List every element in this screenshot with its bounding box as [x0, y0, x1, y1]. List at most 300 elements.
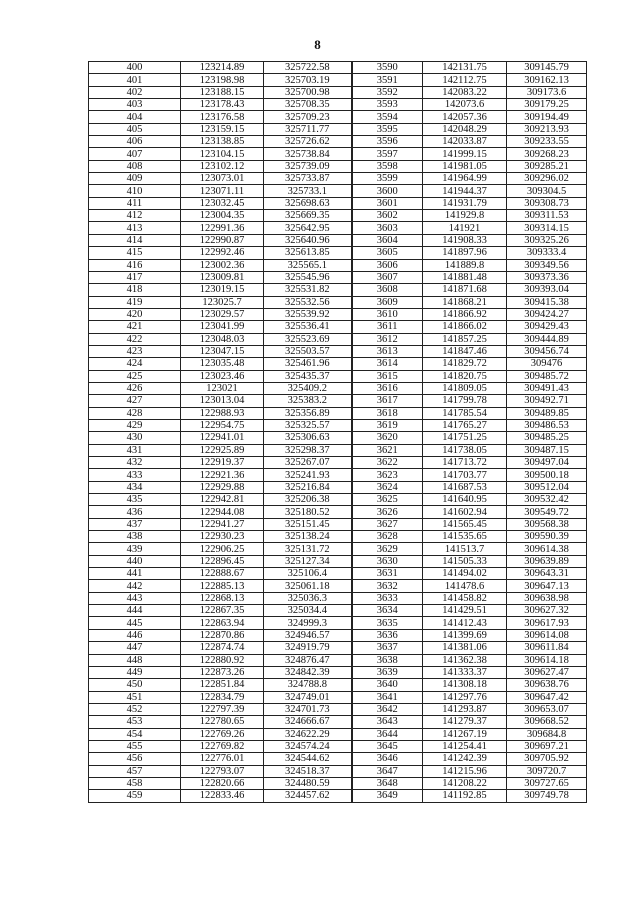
point-number-cell: 458 [89, 777, 181, 789]
y-coordinate-cell: 325036.3 [264, 592, 352, 604]
y-coordinate-cell: 325241.93 [264, 469, 352, 481]
x-coordinate-cell: 122780.65 [181, 716, 264, 728]
x-coordinate-cell: 141871.68 [423, 284, 507, 296]
y-coordinate-cell: 325739.09 [264, 160, 352, 172]
point-number-cell: 457 [89, 765, 181, 777]
y-coordinate-cell: 325711.77 [264, 123, 352, 135]
point-number-cell: 3594 [352, 111, 423, 123]
y-coordinate-cell: 324457.62 [264, 790, 352, 802]
x-coordinate-cell: 123071.11 [181, 185, 264, 197]
y-coordinate-cell: 309424.27 [507, 308, 587, 320]
x-coordinate-cell: 123104.15 [181, 148, 264, 160]
point-number-cell: 3629 [352, 543, 423, 555]
point-number-cell: 439 [89, 543, 181, 555]
x-coordinate-cell: 123004.35 [181, 210, 264, 222]
y-coordinate-cell: 324946.57 [264, 629, 352, 641]
y-coordinate-cell: 324842.39 [264, 666, 352, 678]
point-number-cell: 3609 [352, 296, 423, 308]
y-coordinate-cell: 309162.13 [507, 74, 587, 86]
x-coordinate-cell: 122944.08 [181, 506, 264, 518]
table-row [89, 580, 587, 592]
table-row [89, 234, 587, 246]
x-coordinate-cell: 142033.87 [423, 136, 507, 148]
x-coordinate-cell: 141279.37 [423, 716, 507, 728]
x-coordinate-cell: 141297.76 [423, 691, 507, 703]
x-coordinate-cell: 123035.48 [181, 358, 264, 370]
point-number-cell: 429 [89, 419, 181, 431]
y-coordinate-cell: 309512.04 [507, 481, 587, 493]
y-coordinate-cell: 309500.18 [507, 469, 587, 481]
point-number-cell: 410 [89, 185, 181, 197]
table-row [89, 543, 587, 555]
point-number-cell: 445 [89, 617, 181, 629]
x-coordinate-cell: 141412.43 [423, 617, 507, 629]
table-row [89, 86, 587, 98]
point-number-cell: 427 [89, 395, 181, 407]
point-number-cell: 3640 [352, 679, 423, 691]
table-row [89, 740, 587, 752]
coordinates-table [88, 61, 587, 803]
table-row [89, 568, 587, 580]
x-coordinate-cell: 123041.99 [181, 321, 264, 333]
point-number-cell: 3591 [352, 74, 423, 86]
y-coordinate-cell: 324518.37 [264, 765, 352, 777]
point-number-cell: 413 [89, 222, 181, 234]
point-number-cell: 3633 [352, 592, 423, 604]
x-coordinate-cell: 122797.39 [181, 703, 264, 715]
y-coordinate-cell: 325733.87 [264, 173, 352, 185]
point-number-cell: 3623 [352, 469, 423, 481]
table-row [89, 469, 587, 481]
y-coordinate-cell: 309429.43 [507, 321, 587, 333]
table-row [89, 494, 587, 506]
table-row [89, 62, 587, 74]
x-coordinate-cell: 123048.03 [181, 333, 264, 345]
point-number-cell: 431 [89, 444, 181, 456]
table-row [89, 160, 587, 172]
x-coordinate-cell: 122769.26 [181, 728, 264, 740]
y-coordinate-cell: 324666.67 [264, 716, 352, 728]
y-coordinate-cell: 325738.84 [264, 148, 352, 160]
x-coordinate-cell: 141866.02 [423, 321, 507, 333]
table-row [89, 271, 587, 283]
y-coordinate-cell: 309285.21 [507, 160, 587, 172]
y-coordinate-cell: 325726.62 [264, 136, 352, 148]
x-coordinate-cell: 123178.43 [181, 99, 264, 111]
y-coordinate-cell: 309643.31 [507, 568, 587, 580]
x-coordinate-cell: 141308.18 [423, 679, 507, 691]
table-row [89, 790, 587, 802]
x-coordinate-cell: 123013.04 [181, 395, 264, 407]
point-number-cell: 444 [89, 605, 181, 617]
y-coordinate-cell: 309647.42 [507, 691, 587, 703]
y-coordinate-cell: 309415.38 [507, 296, 587, 308]
y-coordinate-cell: 309614.38 [507, 543, 587, 555]
point-number-cell: 425 [89, 370, 181, 382]
x-coordinate-cell: 141820.75 [423, 370, 507, 382]
x-coordinate-cell: 141254.41 [423, 740, 507, 752]
y-coordinate-cell: 325206.38 [264, 494, 352, 506]
y-coordinate-cell: 325536.41 [264, 321, 352, 333]
y-coordinate-cell: 309590.39 [507, 531, 587, 543]
x-coordinate-cell: 122954.75 [181, 419, 264, 431]
x-coordinate-cell: 141799.78 [423, 395, 507, 407]
y-coordinate-cell: 309705.92 [507, 753, 587, 765]
table-row [89, 703, 587, 715]
x-coordinate-cell: 123021 [181, 382, 264, 394]
point-number-cell: 459 [89, 790, 181, 802]
point-number-cell: 3642 [352, 703, 423, 715]
x-coordinate-cell: 122888.67 [181, 568, 264, 580]
point-number-cell: 3603 [352, 222, 423, 234]
x-coordinate-cell: 141478.6 [423, 580, 507, 592]
x-coordinate-cell: 141981.05 [423, 160, 507, 172]
x-coordinate-cell: 141399.69 [423, 629, 507, 641]
y-coordinate-cell: 309485.25 [507, 432, 587, 444]
y-coordinate-cell: 309653.07 [507, 703, 587, 715]
point-number-cell: 418 [89, 284, 181, 296]
table-row [89, 173, 587, 185]
y-coordinate-cell: 309296.02 [507, 173, 587, 185]
y-coordinate-cell: 325298.37 [264, 444, 352, 456]
y-coordinate-cell: 325383.2 [264, 395, 352, 407]
x-coordinate-cell: 123188.15 [181, 86, 264, 98]
table-row [89, 592, 587, 604]
point-number-cell: 415 [89, 247, 181, 259]
table-row [89, 679, 587, 691]
y-coordinate-cell: 325356.89 [264, 407, 352, 419]
point-number-cell: 3605 [352, 247, 423, 259]
point-number-cell: 3616 [352, 382, 423, 394]
y-coordinate-cell: 325216.84 [264, 481, 352, 493]
point-number-cell: 3631 [352, 568, 423, 580]
point-number-cell: 3647 [352, 765, 423, 777]
x-coordinate-cell: 123023.46 [181, 370, 264, 382]
y-coordinate-cell: 325267.07 [264, 457, 352, 469]
point-number-cell: 443 [89, 592, 181, 604]
y-coordinate-cell: 309497.04 [507, 457, 587, 469]
table-row [89, 333, 587, 345]
table-row [89, 308, 587, 320]
x-coordinate-cell: 141897.96 [423, 247, 507, 259]
point-number-cell: 3614 [352, 358, 423, 370]
point-number-cell: 3627 [352, 518, 423, 530]
x-coordinate-cell: 141242.39 [423, 753, 507, 765]
x-coordinate-cell: 141640.95 [423, 494, 507, 506]
point-number-cell: 408 [89, 160, 181, 172]
y-coordinate-cell: 325461.96 [264, 358, 352, 370]
y-coordinate-cell: 325151.45 [264, 518, 352, 530]
table-row [89, 481, 587, 493]
point-number-cell: 422 [89, 333, 181, 345]
point-number-cell: 3626 [352, 506, 423, 518]
x-coordinate-cell: 122874.74 [181, 642, 264, 654]
y-coordinate-cell: 309492.71 [507, 395, 587, 407]
point-number-cell: 3638 [352, 654, 423, 666]
point-number-cell: 426 [89, 382, 181, 394]
x-coordinate-cell: 123214.89 [181, 62, 264, 74]
x-coordinate-cell: 141765.27 [423, 419, 507, 431]
point-number-cell: 3606 [352, 259, 423, 271]
point-number-cell: 412 [89, 210, 181, 222]
point-number-cell: 3649 [352, 790, 423, 802]
y-coordinate-cell: 325613.85 [264, 247, 352, 259]
y-coordinate-cell: 309311.53 [507, 210, 587, 222]
x-coordinate-cell: 141751.25 [423, 432, 507, 444]
point-number-cell: 3615 [352, 370, 423, 382]
y-coordinate-cell: 309314.15 [507, 222, 587, 234]
y-coordinate-cell: 325733.1 [264, 185, 352, 197]
x-coordinate-cell: 141713.72 [423, 457, 507, 469]
x-coordinate-cell: 122919.37 [181, 457, 264, 469]
point-number-cell: 432 [89, 457, 181, 469]
point-number-cell: 404 [89, 111, 181, 123]
y-coordinate-cell: 309486.53 [507, 419, 587, 431]
table-row [89, 210, 587, 222]
y-coordinate-cell: 309639.89 [507, 555, 587, 567]
x-coordinate-cell: 123073.01 [181, 173, 264, 185]
y-coordinate-cell: 325640.96 [264, 234, 352, 246]
y-coordinate-cell: 325106.4 [264, 568, 352, 580]
x-coordinate-cell: 122833.46 [181, 790, 264, 802]
y-coordinate-cell: 325503.57 [264, 345, 352, 357]
y-coordinate-cell: 309393.04 [507, 284, 587, 296]
y-coordinate-cell: 309638.98 [507, 592, 587, 604]
table-row [89, 605, 587, 617]
x-coordinate-cell: 122930.23 [181, 531, 264, 543]
x-coordinate-cell: 141687.53 [423, 481, 507, 493]
y-coordinate-cell: 325325.57 [264, 419, 352, 431]
point-number-cell: 406 [89, 136, 181, 148]
x-coordinate-cell: 122880.92 [181, 654, 264, 666]
point-number-cell: 446 [89, 629, 181, 641]
x-coordinate-cell: 141505.33 [423, 555, 507, 567]
point-number-cell: 409 [89, 173, 181, 185]
table-row [89, 642, 587, 654]
point-number-cell: 3590 [352, 62, 423, 74]
y-coordinate-cell: 309179.25 [507, 99, 587, 111]
x-coordinate-cell: 122851.84 [181, 679, 264, 691]
point-number-cell: 434 [89, 481, 181, 493]
x-coordinate-cell: 123025.7 [181, 296, 264, 308]
table-row [89, 518, 587, 530]
point-number-cell: 423 [89, 345, 181, 357]
y-coordinate-cell: 324999.3 [264, 617, 352, 629]
point-number-cell: 3604 [352, 234, 423, 246]
y-coordinate-cell: 325532.56 [264, 296, 352, 308]
x-coordinate-cell: 122820.66 [181, 777, 264, 789]
y-coordinate-cell: 309720.7 [507, 765, 587, 777]
x-coordinate-cell: 141293.87 [423, 703, 507, 715]
point-number-cell: 3610 [352, 308, 423, 320]
x-coordinate-cell: 141738.05 [423, 444, 507, 456]
y-coordinate-cell: 309727.65 [507, 777, 587, 789]
y-coordinate-cell: 309549.72 [507, 506, 587, 518]
x-coordinate-cell: 122873.26 [181, 666, 264, 678]
y-coordinate-cell: 309304.5 [507, 185, 587, 197]
point-number-cell: 3628 [352, 531, 423, 543]
y-coordinate-cell: 324574.24 [264, 740, 352, 752]
point-number-cell: 3644 [352, 728, 423, 740]
point-number-cell: 428 [89, 407, 181, 419]
y-coordinate-cell: 309194.49 [507, 111, 587, 123]
point-number-cell: 3632 [352, 580, 423, 592]
point-number-cell: 400 [89, 62, 181, 74]
y-coordinate-cell: 324788.8 [264, 679, 352, 691]
point-number-cell: 452 [89, 703, 181, 715]
x-coordinate-cell: 141881.48 [423, 271, 507, 283]
x-coordinate-cell: 122834.79 [181, 691, 264, 703]
table-row [89, 345, 587, 357]
page-number: 8 [314, 37, 321, 52]
point-number-cell: 411 [89, 197, 181, 209]
y-coordinate-cell: 325435.37 [264, 370, 352, 382]
x-coordinate-cell: 122769.82 [181, 740, 264, 752]
x-coordinate-cell: 122990.87 [181, 234, 264, 246]
x-coordinate-cell: 141785.54 [423, 407, 507, 419]
point-number-cell: 442 [89, 580, 181, 592]
x-coordinate-cell: 142083.22 [423, 86, 507, 98]
y-coordinate-cell: 309668.52 [507, 716, 587, 728]
point-number-cell: 449 [89, 666, 181, 678]
y-coordinate-cell: 309487.15 [507, 444, 587, 456]
x-coordinate-cell: 123009.81 [181, 271, 264, 283]
table-row [89, 370, 587, 382]
table-row [89, 321, 587, 333]
y-coordinate-cell: 309145.79 [507, 62, 587, 74]
point-number-cell: 3622 [352, 457, 423, 469]
y-coordinate-cell: 325642.95 [264, 222, 352, 234]
table-row [89, 259, 587, 271]
table-row [89, 358, 587, 370]
y-coordinate-cell: 309568.38 [507, 518, 587, 530]
x-coordinate-cell: 142112.75 [423, 74, 507, 86]
table-row [89, 457, 587, 469]
y-coordinate-cell: 325539.92 [264, 308, 352, 320]
x-coordinate-cell: 122991.36 [181, 222, 264, 234]
point-number-cell: 3599 [352, 173, 423, 185]
point-number-cell: 405 [89, 123, 181, 135]
table-row [89, 123, 587, 135]
y-coordinate-cell: 309614.18 [507, 654, 587, 666]
point-number-cell: 3643 [352, 716, 423, 728]
y-coordinate-cell: 309491.43 [507, 382, 587, 394]
point-number-cell: 402 [89, 86, 181, 98]
y-coordinate-cell: 325708.35 [264, 99, 352, 111]
x-coordinate-cell: 123198.98 [181, 74, 264, 86]
point-number-cell: 3621 [352, 444, 423, 456]
point-number-cell: 438 [89, 531, 181, 543]
y-coordinate-cell: 325034.4 [264, 605, 352, 617]
y-coordinate-cell: 309349.56 [507, 259, 587, 271]
x-coordinate-cell: 123159.15 [181, 123, 264, 135]
point-number-cell: 448 [89, 654, 181, 666]
x-coordinate-cell: 141847.46 [423, 345, 507, 357]
y-coordinate-cell: 325565.1 [264, 259, 352, 271]
point-number-cell: 436 [89, 506, 181, 518]
y-coordinate-cell: 309627.47 [507, 666, 587, 678]
x-coordinate-cell: 122942.81 [181, 494, 264, 506]
x-coordinate-cell: 122941.01 [181, 432, 264, 444]
table-row [89, 148, 587, 160]
x-coordinate-cell: 123002.36 [181, 259, 264, 271]
x-coordinate-cell: 141908.33 [423, 234, 507, 246]
point-number-cell: 3648 [352, 777, 423, 789]
point-number-cell: 3617 [352, 395, 423, 407]
x-coordinate-cell: 123047.15 [181, 345, 264, 357]
table-row [89, 99, 587, 111]
x-coordinate-cell: 141857.25 [423, 333, 507, 345]
x-coordinate-cell: 141535.65 [423, 531, 507, 543]
point-number-cell: 414 [89, 234, 181, 246]
y-coordinate-cell: 325669.35 [264, 210, 352, 222]
y-coordinate-cell: 325127.34 [264, 555, 352, 567]
x-coordinate-cell: 123019.15 [181, 284, 264, 296]
point-number-cell: 3596 [352, 136, 423, 148]
point-number-cell: 419 [89, 296, 181, 308]
x-coordinate-cell: 141192.85 [423, 790, 507, 802]
y-coordinate-cell: 309647.13 [507, 580, 587, 592]
table-row [89, 777, 587, 789]
table-row [89, 716, 587, 728]
x-coordinate-cell: 122868.13 [181, 592, 264, 604]
x-coordinate-cell: 123032.45 [181, 197, 264, 209]
point-number-cell: 3624 [352, 481, 423, 493]
x-coordinate-cell: 141494.02 [423, 568, 507, 580]
x-coordinate-cell: 141809.05 [423, 382, 507, 394]
point-number-cell: 417 [89, 271, 181, 283]
point-number-cell: 3645 [352, 740, 423, 752]
x-coordinate-cell: 122776.01 [181, 753, 264, 765]
y-coordinate-cell: 325131.72 [264, 543, 352, 555]
y-coordinate-cell: 325698.63 [264, 197, 352, 209]
point-number-cell: 433 [89, 469, 181, 481]
x-coordinate-cell: 122921.36 [181, 469, 264, 481]
point-number-cell: 3630 [352, 555, 423, 567]
point-number-cell: 3602 [352, 210, 423, 222]
y-coordinate-cell: 324544.62 [264, 753, 352, 765]
x-coordinate-cell: 141868.21 [423, 296, 507, 308]
x-coordinate-cell: 122941.27 [181, 518, 264, 530]
table-row [89, 555, 587, 567]
table-row [89, 382, 587, 394]
x-coordinate-cell: 141215.96 [423, 765, 507, 777]
y-coordinate-cell: 309213.93 [507, 123, 587, 135]
table-row [89, 432, 587, 444]
table-row [89, 728, 587, 740]
x-coordinate-cell: 122793.07 [181, 765, 264, 777]
y-coordinate-cell: 324749.01 [264, 691, 352, 703]
x-coordinate-cell: 141829.72 [423, 358, 507, 370]
x-coordinate-cell: 122896.45 [181, 555, 264, 567]
x-coordinate-cell: 122929.88 [181, 481, 264, 493]
y-coordinate-cell: 309308.73 [507, 197, 587, 209]
table-row [89, 666, 587, 678]
coordinates-table-body [89, 62, 587, 803]
y-coordinate-cell: 309638.76 [507, 679, 587, 691]
y-coordinate-cell: 309325.26 [507, 234, 587, 246]
point-number-cell: 424 [89, 358, 181, 370]
point-number-cell: 435 [89, 494, 181, 506]
y-coordinate-cell: 325138.24 [264, 531, 352, 543]
point-number-cell: 3611 [352, 321, 423, 333]
y-coordinate-cell: 309333.4 [507, 247, 587, 259]
y-coordinate-cell: 325306.63 [264, 432, 352, 444]
table-row [89, 247, 587, 259]
x-coordinate-cell: 142131.75 [423, 62, 507, 74]
y-coordinate-cell: 324701.73 [264, 703, 352, 715]
y-coordinate-cell: 325709.23 [264, 111, 352, 123]
